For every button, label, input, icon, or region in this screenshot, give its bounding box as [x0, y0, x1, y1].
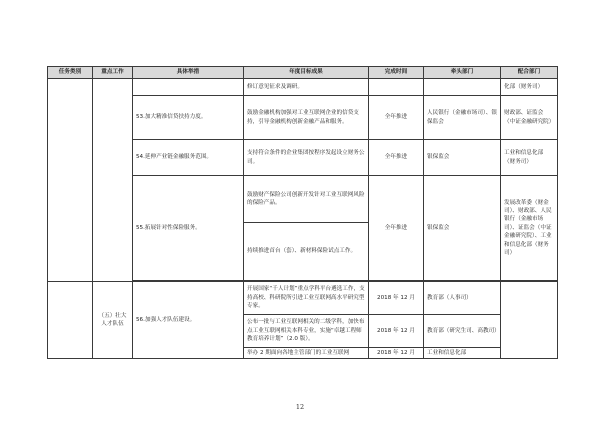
time-cell: 全年推进	[369, 176, 424, 281]
key-work-cell: （五）壮大人才队伍	[93, 282, 133, 359]
cooperate-cell: 发展改革委（财金司）、财政部、人民银行（金融市场司）、证监会（中证金融研究院）、工业和信息化部（财务司）	[501, 176, 558, 281]
cooperate-cell: 财政部、证监会（中证金融研究院）	[501, 96, 558, 140]
time-cell: 2018 年 12 月	[369, 315, 424, 348]
goal-cell: 公布一批与工业互联网相关的二级学科，加快布点工业互联网相关本科专业，实施“卓越工程师教育培养计划”（2.0 版）。	[244, 315, 369, 348]
goal-cell: 修订意见征求及调研。	[244, 79, 369, 96]
cooperate-cell: 工业和信息化部（财务司）	[501, 140, 558, 176]
measure-cell	[133, 79, 244, 96]
goal-cell: 持续推进首台（套）、新材料保险试点工作。	[244, 223, 369, 281]
time-cell: 2018 年 12 月	[369, 282, 424, 315]
lead-cell: 工业和信息化部	[424, 348, 501, 359]
goal-cell: 鼓励财产保险公司创新开发针对工业互联网风险的保险产品。	[244, 176, 369, 223]
table-header-row	[48, 67, 558, 79]
table-row	[48, 79, 558, 96]
cooperate-cell: 化部（财务司）	[501, 79, 558, 96]
task-category-cell	[48, 282, 93, 359]
lead-cell: 银保监会	[424, 140, 501, 176]
cooperate-cell	[501, 282, 558, 359]
header-cooperating-department: 配合部门	[501, 67, 558, 79]
task-table	[47, 66, 558, 359]
page-number: 12	[295, 403, 305, 411]
lead-cell: 银保监会	[424, 176, 501, 281]
header-specific-measures: 具体举措	[133, 67, 244, 79]
time-cell: 全年推进	[369, 140, 424, 176]
measure-cell: 55.拓展针对性保险服务。	[133, 176, 244, 281]
measure-cell: 53.加大精准信贷扶持力度。	[133, 96, 244, 140]
lead-cell: 人民银行（金融市场司）、银保监会	[424, 96, 501, 140]
time-cell: 2018 年 12 月	[369, 348, 424, 359]
header-completion-time: 完成时间	[369, 67, 424, 79]
task-category-cell	[48, 79, 93, 282]
lead-cell	[424, 79, 501, 96]
time-cell: 全年推进	[369, 96, 424, 140]
goal-cell: 举办 2 期面向各地主管部门的工业互联网	[244, 348, 369, 359]
header-lead-department: 牵头部门	[424, 67, 501, 79]
table-row	[48, 282, 558, 315]
goal-cell: 支持符合条件的企业集团按程序发起设立财务公司。	[244, 140, 369, 176]
lead-cell: 教育部（研究生司、高教司）	[424, 315, 501, 348]
measure-cell: 54.延伸产业链金融服务范围。	[133, 140, 244, 176]
header-annual-goals: 年度目标成果	[244, 67, 369, 79]
goal-cell: 鼓励金融机构加强对工业互联网企业的信贷支持，引导金融机构创新金融产品和服务。	[244, 96, 369, 140]
lead-cell: 教育部（人事司）	[424, 282, 501, 315]
header-task-category: 任务类别	[48, 67, 93, 79]
goal-cell: 开展国家“千人计划”重点学科平台遴选工作，支持高校、科研院所引进工业互联网高水平研究型专家。	[244, 282, 369, 315]
time-cell	[369, 79, 424, 96]
header-key-work: 重点工作	[93, 67, 133, 79]
key-work-cell	[93, 79, 133, 282]
measure-cell: 56.加强人才队伍建设。	[133, 282, 244, 359]
